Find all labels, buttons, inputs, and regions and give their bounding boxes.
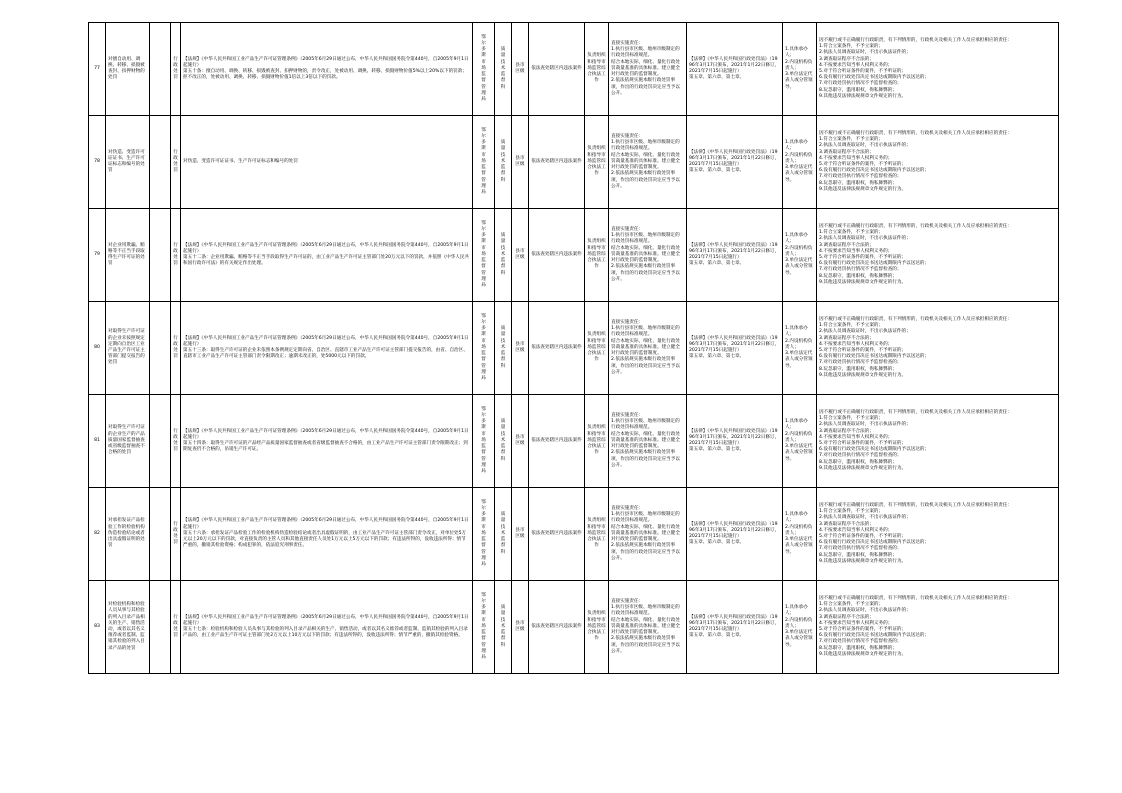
- exercise-level: 县市区级: [512, 209, 529, 302]
- responsibility-items: 直接实施责任： 1.执行县市区级、地州市级制定的行政处罚标准规范。 结合本地实际，细化、量化行政处罚裁量基准的具体标准。建立健全对行政处罚的监督制度。 2.依法依规实施本级行政处罚事项，作出的行政处罚决定应当予以公开。: [609, 581, 687, 674]
- responsible-subject: 1.具体承办人； 2.内设机构负责人； 3.单位法定代表人或分管领导。: [783, 302, 817, 395]
- accountability-situations: 因不履行或不正确履行行政职责，有下列情形的，行政机关及相关工作人员应承担相应的责任： 1.符合立案条件，不予立案的； 2.执法人员调查取证时，不出示执法证件的； 3.调查取证程序不合法的； 4.不按要求告知当事人权利义务的； 5.对于符合听证条件的案件，不予听证的； 6.没有履行行政处罚决定书送达或期限内予以送达的； 7.对行政处罚执行情况不予监督检查的； 8.玩忽职守，滥用职权，徇私舞弊的； 9.其他违反法律法规规章文件规定的行为。: [817, 209, 1059, 302]
- responsible-subject: 1.具体承办人； 2.内设机构负责人； 3.单位法定代表人或分管领导。: [783, 395, 817, 488]
- item-name: 对伪造、变造许可证证书、生产许可证标志和编号的处罚: [106, 116, 150, 209]
- table-row: [89, 488, 1059, 581]
- exercise-level: 县市区级: [512, 395, 529, 488]
- duty-description: 负责组织和指导市场监管综合执法工作: [585, 395, 609, 488]
- responsibility-basis: 【法律】《中华人民共和国行政处罚法》（1996年3月17日颁布，2021年1月22日修订，2021年7月15日起施行） 第五章、第六章、第七章。: [687, 488, 783, 581]
- responsible-subject: 1.具体承办人； 2.内设机构负责人； 3.单位法定代表人或分管领导。: [783, 23, 817, 116]
- scope-of-power: 依法查处辖区内违法案件: [529, 488, 585, 581]
- responsible-office: 质 量 技 术 监 督 科: [495, 488, 512, 581]
- responsibility-items: 直接实施责任： 1.执行县市区级、地州市级制定的行政处罚标准规范。 结合本地实际，细化、量化行政处罚裁量基准的具体标准。建立健全对行政处罚的监督制度。 2.依法依规实施本级行政处罚事项，作出的行政处罚决定应当予以公开。: [609, 302, 687, 395]
- blank-cell: [150, 302, 171, 395]
- scope-of-power: 依法查处辖区内违法案件: [529, 23, 585, 116]
- accountability-situations: 因不履行或不正确履行行政职责，有下列情形的，行政机关及相关工作人员应承担相应的责任： 1.符合立案条件，不予立案的； 2.执法人员调查取证时，不出示执法证件的； 3.调查取证程序不合法的； 4.不按要求告知当事人权利义务的； 5.对于符合听证条件的案件，不予听证的； 6.没有履行行政处罚决定书送达或期限内予以送达的； 7.对行政处罚执行情况不予监督检查的； 8.玩忽职守，滥用职权，徇私舞弊的； 9.其他违反法律法规规章文件规定的行为。: [817, 395, 1059, 488]
- item-name: 对企业用欺骗、贿赂等不正当手段取得生产许可证的处罚: [106, 209, 150, 302]
- duty-description: 负责组织和指导市场监管综合执法工作: [585, 581, 609, 674]
- exercise-level: 县市区级: [512, 116, 529, 209]
- blank-cell: [150, 116, 171, 209]
- item-number: 81: [89, 395, 106, 488]
- responsible-subject: 1.具体承办人； 2.内设机构负责人； 3.单位法定代表人或分管领导。: [783, 581, 817, 674]
- legal-basis: 【法规】《中华人民共和国工业产品生产许可证管理条例》（2005年6月29日通过公布，中华人民共和国国务院令第440号，自2005年9月1日起施行） 第五十七条：检验机构和检验人员从事与其检验的列入目录产品相关的生产、销售活动，或者以其名义推荐或者监制、监销其检验的列入目录产品的，由工业产品生产许可证主管部门处2万元以上10万元以下的罚款；有违法所得的，没收违法所得；情节严重的，撤销其检验资格。: [181, 581, 473, 674]
- power-list-table: [88, 22, 1059, 674]
- scope-of-power: 依法查处辖区内违法案件: [529, 302, 585, 395]
- table-row: [89, 581, 1059, 674]
- responsibility-basis: 【法律】《中华人民共和国行政处罚法》（1996年3月17日颁布，2021年1月22日修订，2021年7月15日起施行） 第五章、第六章、第七章。: [687, 302, 783, 395]
- exercise-level: 县市区级: [512, 488, 529, 581]
- item-name: 对承担发证产品检验工作的检验机构伪造检验结论或者出具虚假证明的处罚: [106, 488, 150, 581]
- responsibility-items: 直接实施责任： 1.执行县市区级、地州市级制定的行政处罚标准规范。 结合本地实际，细化、量化行政处罚裁量基准的具体标准。建立健全对行政处罚的监督制度。 2.依法依规实施本级行政处罚事项，作出的行政处罚决定应当予以公开。: [609, 23, 687, 116]
- accountability-situations: 因不履行或不正确履行行政职责，有下列情形的，行政机关及相关工作人员应承担相应的责任： 1.符合立案条件，不予立案的； 2.执法人员调查取证时，不出示执法证件的； 3.调查取证程序不合法的； 4.不按要求告知当事人权利义务的； 5.对于符合听证条件的案件，不予听证的； 6.没有履行行政处罚决定书送达或期限内予以送达的； 7.对行政处罚执行情况不予监督检查的； 8.玩忽职守，滥用职权，徇私舞弊的； 9.其他违反法律法规规章文件规定的行为。: [817, 488, 1059, 581]
- table-row: [89, 116, 1059, 209]
- item-name: 对取得生产许可证的企业生产的产品质量国家监督抽查或省级监督抽查不合格的处罚: [106, 395, 150, 488]
- responsible-subject: 1.具体承办人； 2.内设机构负责人； 3.单位法定代表人或分管领导。: [783, 116, 817, 209]
- responsibility-items: 直接实施责任： 1.执行县市区级、地州市级制定的行政处罚标准规范。 结合本地实际，细化、量化行政处罚裁量基准的具体标准。建立健全对行政处罚的监督制度。 2.依法依规实施本级行政处罚事项，作出的行政处罚决定应当予以公开。: [609, 395, 687, 488]
- responsible-subject: 1.具体承办人； 2.内设机构负责人； 3.单位法定代表人或分管领导。: [783, 209, 817, 302]
- item-number: 80: [89, 302, 106, 395]
- scope-of-power: 依法查处辖区内违法案件: [529, 581, 585, 674]
- power-type: 行 政 处 罚: [171, 395, 181, 488]
- legal-basis: 【法规】《中华人民共和国工业产品生产许可证管理条例》（2005年6月29日通过公布，中华人民共和国国务院令第440号，自2005年9月1日起施行） 第五十条：擅自动用、调换、转移、损毁被查封、扣押财物的，责令改正，处被动用、调换、转移、损毁财物价值5%以上20%以下的罚款；拒不改正的，处被动用、调换、转移、损毁财物价值1倍以上3倍以下的罚款。: [181, 23, 473, 116]
- legal-basis: 【法规】《中华人民共和国工业产品生产许可证管理条例》（2005年6月29日通过公布，中华人民共和国国务院令第440号，自2005年9月1日起施行） 第五十三条：取得生产许可证的企业未依照本条例规定定期向省、自治区、直辖市工业产品生产许可证主管部门提交报告的，由省、自治区、直辖市工业产品生产许可证主管部门责令限期改正；逾期未改正的，处5000元以下的罚款。: [181, 302, 473, 395]
- exercise-level: 县市区级: [512, 581, 529, 674]
- table-row: [89, 395, 1059, 488]
- accountability-situations: 因不履行或不正确履行行政职责，有下列情形的，行政机关及相关工作人员应承担相应的责任： 1.符合立案条件，不予立案的； 2.执法人员调查取证时，不出示执法证件的； 3.调查取证程序不合法的； 4.不按要求告知当事人权利义务的； 5.对于符合听证条件的案件，不予听证的； 6.没有履行行政处罚决定书送达或期限内予以送达的； 7.对行政处罚执行情况不予监督检查的； 8.玩忽职守，滥用职权，徇私舞弊的； 9.其他违反法律法规规章文件规定的行为。: [817, 581, 1059, 674]
- item-number: 79: [89, 209, 106, 302]
- scope-of-power: 依法查处辖区内违法案件: [529, 209, 585, 302]
- responsible-office: 质 量 技 术 监 督 科: [495, 116, 512, 209]
- responsibility-items: 直接实施责任： 1.执行县市区级、地州市级制定的行政处罚标准规范。 结合本地实际，细化、量化行政处罚裁量基准的具体标准。建立健全对行政处罚的监督制度。 2.依法依规实施本级行政处罚事项，作出的行政处罚决定应当予以公开。: [609, 209, 687, 302]
- responsible-office: 质 量 技 术 监 督 科: [495, 302, 512, 395]
- item-number: 83: [89, 581, 106, 674]
- power-type: 行 政 处 罚: [171, 23, 181, 116]
- duty-description: 负责组织和指导市场监管综合执法工作: [585, 302, 609, 395]
- legal-basis: 【法规】《中华人民共和国工业产品生产许可证管理条例》（2005年6月29日通过公布，中华人民共和国国务院令第440号，自2005年9月1日起施行） 第五十二条：企业用欺骗、贿赂等不正当手段取得生产许可证的，由工业产品生产许可证主管部门处20万元以下的罚款，并依照《中华人民共和国行政许可法》的有关规定作出处理。: [181, 209, 473, 302]
- power-type: 行 政 处 罚: [171, 116, 181, 209]
- item-number: 82: [89, 488, 106, 581]
- duty-description: 负责组织和指导市场监管综合执法工作: [585, 116, 609, 209]
- table-row: [89, 302, 1059, 395]
- item-number: 78: [89, 116, 106, 209]
- responsible-office: 质 量 技 术 监 督 科: [495, 209, 512, 302]
- duty-description: 负责组织和指导市场监管综合执法工作: [585, 209, 609, 302]
- exercise-level: 县市区级: [512, 23, 529, 116]
- responsible-office: 质 量 技 术 监 督 科: [495, 395, 512, 488]
- scope-of-power: 依法查处辖区内违法案件: [529, 116, 585, 209]
- accountability-situations: 因不履行或不正确履行行政职责，有下列情形的，行政机关及相关工作人员应承担相应的责任： 1.符合立案条件，不予立案的； 2.执法人员调查取证时，不出示执法证件的； 3.调查取证程序不合法的； 4.不按要求告知当事人权利义务的； 5.对于符合听证条件的案件，不予听证的； 6.没有履行行政处罚决定书送达或期限内予以送达的； 7.对行政处罚执行情况不予监督检查的； 8.玩忽职守，滥用职权，徇私舞弊的； 9.其他违反法律法规规章文件规定的行为。: [817, 116, 1059, 209]
- item-name: 对检验机构和检验人员从事与其检验的列入目录产品相关的生产、销售活动，或者以其名义推荐或者监制、监销其检验的列入目录产品的处罚: [106, 581, 150, 674]
- implementing-department: 鄂 尔 多 斯 市 场 监 督 管 理 局: [473, 581, 495, 674]
- legal-basis: 【法规】《中华人民共和国工业产品生产许可证管理条例》（2005年6月29日通过公布，中华人民共和国国务院令第440号，自2005年9月1日起施行） 第五十六条：承担发证产品检验工作的检验机构伪造检验结论或者出具虚假证明的，由工业产品生产许可证主管部门责令改正，对单位处5万元以上20万元以下的罚款，对直接负责的主管人员和其他直接责任人员处1万元以上5万元以下的罚款；有违法所得的，没收违法所得；情节严重的，撤销其检验资格；构成犯罪的，依法追究刑事责任。: [181, 488, 473, 581]
- blank-cell: [150, 395, 171, 488]
- responsibility-basis: 【法律】《中华人民共和国行政处罚法》（1996年3月17日颁布，2021年1月22日修订，2021年7月15日起施行） 第五章、第六章、第七章。: [687, 23, 783, 116]
- scope-of-power: 依法查处辖区内违法案件: [529, 395, 585, 488]
- implementing-department: 鄂 尔 多 斯 市 场 监 督 管 理 局: [473, 23, 495, 116]
- document-page: [88, 22, 1058, 674]
- responsible-subject: 1.具体承办人； 2.内设机构负责人； 3.单位法定代表人或分管领导。: [783, 488, 817, 581]
- power-type: 行 政 处 罚: [171, 209, 181, 302]
- blank-cell: [150, 581, 171, 674]
- item-number: 77: [89, 23, 106, 116]
- blank-cell: [150, 209, 171, 302]
- accountability-situations: 因不履行或不正确履行行政职责，有下列情形的，行政机关及相关工作人员应承担相应的责任： 1.符合立案条件，不予立案的； 2.执法人员调查取证时，不出示执法证件的； 3.调查取证程序不合法的； 4.不按要求告知当事人权利义务的； 5.对于符合听证条件的案件，不予听证的； 6.没有履行行政处罚决定书送达或期限内予以送达的； 7.对行政处罚执行情况不予监督检查的； 8.玩忽职守，滥用职权，徇私舞弊的； 9.其他违反法律法规规章文件规定的行为。: [817, 23, 1059, 116]
- responsibility-basis: 【法律】《中华人民共和国行政处罚法》（1996年3月17日颁布，2021年1月22日修订，2021年7月15日起施行） 第五章、第六章、第七章。: [687, 395, 783, 488]
- implementing-department: 鄂 尔 多 斯 市 场 监 督 管 理 局: [473, 395, 495, 488]
- table-row: [89, 209, 1059, 302]
- legal-basis: 【法规】《中华人民共和国工业产品生产许可证管理条例》（2005年6月29日通过公布，中华人民共和国国务院令第440号，自2005年9月1日起施行） 第五十四条：取得生产许可证的产品经产品质量国家监督抽查或者省级监督抽查不合格的，由工业产品生产许可证主管部门责令限期改正；到期复查仍不合格的，吊销生产许可证。: [181, 395, 473, 488]
- item-name: 对擅自动用、调换、转移、损毁被查封、扣押财物的处罚: [106, 23, 150, 116]
- legal-basis: 对伪造、变造许可证证书、生产许可证标志和编号的处罚: [181, 116, 473, 209]
- accountability-situations: 因不履行或不正确履行行政职责，有下列情形的，行政机关及相关工作人员应承担相应的责任： 1.符合立案条件，不予立案的； 2.执法人员调查取证时，不出示执法证件的； 3.调查取证程序不合法的； 4.不按要求告知当事人权利义务的； 5.对于符合听证条件的案件，不予听证的； 6.没有履行行政处罚决定书送达或期限内予以送达的； 7.对行政处罚执行情况不予监督检查的； 8.玩忽职守，滥用职权，徇私舞弊的； 9.其他违反法律法规规章文件规定的行为。: [817, 302, 1059, 395]
- duty-description: 负责组织和指导市场监管综合执法工作: [585, 23, 609, 116]
- responsible-office: 质 量 技 术 监 督 科: [495, 581, 512, 674]
- power-type: 行 政 处 罚: [171, 488, 181, 581]
- implementing-department: 鄂 尔 多 斯 市 场 监 督 管 理 局: [473, 302, 495, 395]
- power-type: 行 政 处 罚: [171, 581, 181, 674]
- blank-cell: [150, 23, 171, 116]
- responsibility-basis: 【法律】《中华人民共和国行政处罚法》（1996年3月17日颁布，2021年1月22日修订，2021年7月15日起施行） 第五章、第六章、第七章。: [687, 581, 783, 674]
- responsibility-basis: 【法律】《中华人民共和国行政处罚法》（1996年3月17日颁布，2021年1月22日修订，2021年7月15日起施行） 第五章、第六章、第七章。: [687, 209, 783, 302]
- power-type: 行 政 处 罚: [171, 302, 181, 395]
- implementing-department: 鄂 尔 多 斯 市 场 监 督 管 理 局: [473, 488, 495, 581]
- responsibility-items: 直接实施责任： 1.执行县市区级、地州市级制定的行政处罚标准规范。 结合本地实际，细化、量化行政处罚裁量基准的具体标准。建立健全对行政处罚的监督制度。 2.依法依规实施本级行政处罚事项，作出的行政处罚决定应当予以公开。: [609, 488, 687, 581]
- responsible-office: 质 量 技 术 监 督 科: [495, 23, 512, 116]
- item-name: 对取得生产许可证的企业未按照规定定期向自治区工业产品生产许可证主管部门提交报告的处罚: [106, 302, 150, 395]
- table-row: [89, 23, 1059, 116]
- responsibility-basis: 【法律】《中华人民共和国行政处罚法》（1996年3月17日颁布，2021年1月22日修订，2021年7月15日起施行） 第五章、第六章、第七章。: [687, 116, 783, 209]
- blank-cell: [150, 488, 171, 581]
- duty-description: 负责组织和指导市场监管综合执法工作: [585, 488, 609, 581]
- implementing-department: 鄂 尔 多 斯 市 场 监 督 管 理 局: [473, 116, 495, 209]
- responsibility-items: 直接实施责任： 1.执行县市区级、地州市级制定的行政处罚标准规范。 结合本地实际，细化、量化行政处罚裁量基准的具体标准。建立健全对行政处罚的监督制度。 2.依法依规实施本级行政处罚事项，作出的行政处罚决定应当予以公开。: [609, 116, 687, 209]
- table-body: [89, 23, 1059, 674]
- exercise-level: 县市区级: [512, 302, 529, 395]
- implementing-department: 鄂 尔 多 斯 市 场 监 督 管 理 局: [473, 209, 495, 302]
